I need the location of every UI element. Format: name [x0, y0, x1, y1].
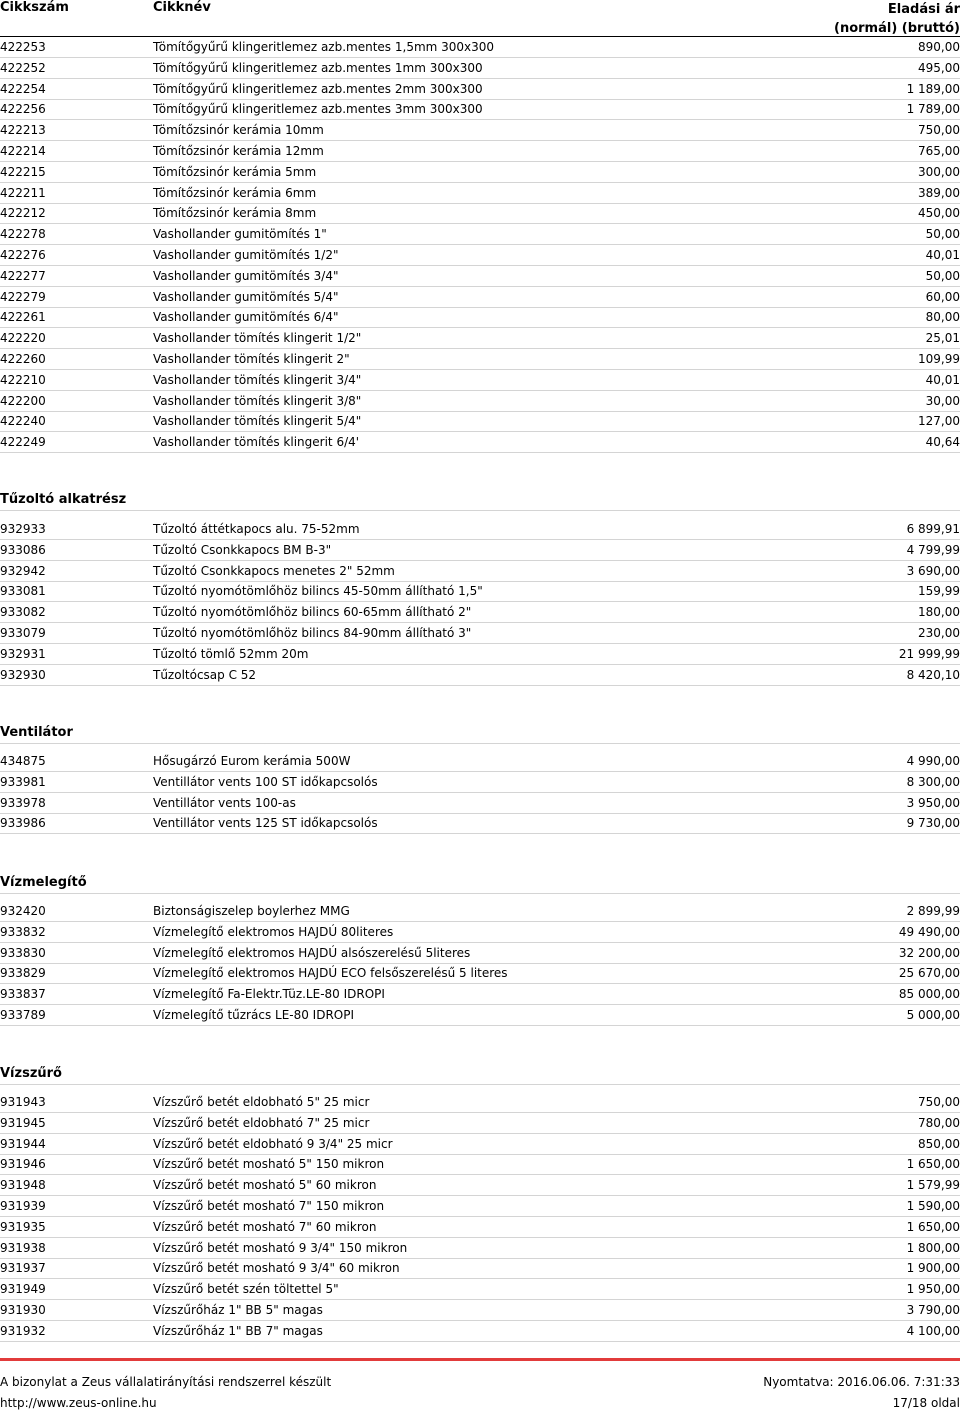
table-row	[0, 665, 960, 686]
product-name: Vízszűrőház 1" BB 5" magas	[153, 1303, 323, 1317]
product-code: 422214	[0, 144, 46, 158]
product-code: 931932	[0, 1323, 46, 1338]
table-row	[0, 602, 960, 623]
product-price: 127,00	[918, 414, 960, 429]
product-code: 422240	[0, 414, 46, 429]
product-name: Tűzoltócsap C 52	[153, 667, 257, 682]
footer-page-number: 17/18 oldal	[892, 1396, 960, 1410]
product-name: Vízszűrő betét eldobható 9 3/4" 25 micr	[153, 1136, 393, 1151]
product-code: 422220	[0, 331, 46, 346]
table-row	[0, 99, 960, 120]
product-code: 933981	[0, 774, 46, 789]
product-name: Vashollander tömítés klingerit 3/8"	[153, 393, 362, 408]
table-row	[0, 1321, 960, 1342]
product-code: 931949	[0, 1282, 46, 1297]
product-price: 765,00	[918, 144, 960, 158]
table-row	[0, 963, 960, 984]
table-row	[0, 141, 960, 162]
product-name: Vízmelegítő elektromos HAJDÚ 80literes	[153, 924, 394, 939]
product-name: Tűzoltó Csonkkapocs menetes 2" 52mm	[153, 563, 395, 578]
product-name: Tömítőgyűrű klingeritlemez azb.mentes 1,5mm 300x300	[153, 40, 495, 54]
product-name: Vashollander tömítés klingerit 1/2"	[153, 331, 362, 346]
product-price: 1 650,00	[906, 1157, 960, 1172]
table-row	[0, 984, 960, 1005]
product-price: 450,00	[918, 206, 960, 221]
table-row	[0, 813, 960, 834]
table-row	[0, 1175, 960, 1196]
product-name: Vízmelegítő tűzrács LE-80 IDROPI	[153, 1008, 355, 1022]
table-row	[0, 561, 960, 582]
product-code: 933079	[0, 626, 46, 640]
product-price: 159,99	[918, 584, 960, 599]
column-header-name: Cikknév	[153, 0, 211, 15]
product-price: 30,00	[925, 393, 960, 408]
product-price: 4 100,00	[906, 1323, 960, 1338]
product-name: Vashollander tömítés klingerit 2"	[153, 352, 350, 366]
product-code: 933082	[0, 605, 46, 620]
product-price: 750,00	[918, 1095, 960, 1109]
product-price: 40,01	[925, 372, 960, 387]
product-code: 932930	[0, 667, 46, 682]
product-code: 931937	[0, 1261, 46, 1276]
product-name: Hősugárzó Eurom kerámia 500W	[153, 754, 351, 768]
product-name: Vízmelegítő Fa-Elektr.Tüz.LE-80 IDROPI	[153, 987, 385, 1002]
product-price: 1 590,00	[906, 1199, 960, 1213]
product-name: Tűzoltó nyomótömlőhöz bilincs 60-65mm állítható 2"	[153, 605, 472, 620]
table-row	[0, 922, 960, 943]
table-row	[0, 1300, 960, 1321]
product-code: 422213	[0, 123, 46, 138]
table-row	[0, 1196, 960, 1217]
product-code: 422253	[0, 40, 46, 54]
product-price: 32 200,00	[898, 945, 960, 960]
product-price: 8 420,10	[906, 667, 960, 682]
table-row	[0, 245, 960, 266]
table-row	[0, 540, 960, 561]
product-name: Ventillátor vents 100-as	[153, 795, 296, 810]
product-name: Vízszűrő betét szén töltettel 5"	[153, 1282, 339, 1297]
table-row	[0, 1005, 960, 1026]
footer-generator: A bizonylat a Zeus vállalatirányítási rendszerrel készült	[0, 1375, 332, 1389]
product-name: Tűzoltó tömlő 52mm 20m	[153, 646, 309, 661]
table-row	[0, 1154, 960, 1175]
product-name: Vízszűrő betét mosható 9 3/4" 60 mikron	[153, 1261, 400, 1276]
table-row	[0, 772, 960, 793]
product-name: Tömítőzsinór kerámia 10mm	[153, 123, 324, 138]
product-code: 931939	[0, 1199, 46, 1213]
table-row	[0, 432, 960, 453]
product-code: 932420	[0, 904, 46, 918]
product-price: 495,00	[918, 60, 960, 75]
product-name: Vashollander tömítés klingerit 6/4'	[153, 435, 360, 450]
product-name: Tömítőzsinór kerámia 12mm	[153, 144, 324, 158]
table-row	[0, 1092, 960, 1113]
table-row	[0, 1279, 960, 1300]
table-row	[0, 203, 960, 224]
column-header-code: Cikkszám	[0, 0, 69, 15]
category-heading: Ventilátor	[0, 722, 960, 744]
product-price: 50,00	[925, 268, 960, 283]
product-code: 932942	[0, 563, 46, 578]
product-code: 931930	[0, 1303, 46, 1317]
table-row	[0, 1217, 960, 1238]
product-name: Ventillátor vents 125 ST időkapcsolós	[153, 816, 378, 831]
product-name: Vízszűrő betét eldobható 7" 25 micr	[153, 1115, 370, 1130]
product-price: 109,99	[918, 352, 960, 366]
product-name: Vízszűrő betét mosható 5" 60 mikron	[153, 1178, 377, 1193]
product-code: 422254	[0, 81, 46, 96]
product-code: 422261	[0, 310, 46, 325]
product-name: Tömítőgyűrű klingeritlemez azb.mentes 3mm 300x300	[153, 102, 483, 117]
table-row	[0, 79, 960, 100]
product-price: 890,00	[918, 40, 960, 54]
product-price: 9 730,00	[906, 816, 960, 831]
table-header	[0, 0, 960, 38]
category-heading: Tűzoltó alkatrész	[0, 489, 960, 511]
table-row	[0, 37, 960, 58]
product-price: 4 799,99	[906, 542, 960, 557]
product-price: 60,00	[925, 289, 960, 304]
product-name: Vízszűrő betét mosható 9 3/4" 150 mikron	[153, 1240, 408, 1255]
product-code: 422276	[0, 248, 46, 262]
product-code: 931946	[0, 1157, 46, 1172]
product-name: Vashollander tömítés klingerit 5/4"	[153, 414, 362, 429]
footer-divider	[0, 1358, 960, 1361]
product-price: 40,64	[925, 435, 960, 450]
product-code: 933978	[0, 795, 46, 810]
product-code: 932933	[0, 522, 46, 536]
product-code: 931948	[0, 1178, 46, 1193]
product-name: Vashollander gumitömítés 5/4"	[153, 289, 339, 304]
table-row	[0, 644, 960, 665]
product-price: 6 899,91	[906, 522, 960, 536]
product-name: Tömítőzsinór kerámia 6mm	[153, 185, 317, 200]
table-row	[0, 1134, 960, 1155]
product-price: 5 000,00	[906, 1008, 960, 1022]
product-name: Ventillátor vents 100 ST időkapcsolós	[153, 774, 378, 789]
product-price: 80,00	[925, 310, 960, 325]
product-price: 21 999,99	[898, 646, 960, 661]
product-price: 3 790,00	[906, 1303, 960, 1317]
product-code: 422279	[0, 289, 46, 304]
product-name: Biztonságiszelep boylerhez MMG	[153, 904, 350, 918]
product-code: 933832	[0, 924, 46, 939]
product-price: 49 490,00	[898, 924, 960, 939]
product-code: 422212	[0, 206, 46, 221]
table-row	[0, 58, 960, 79]
product-name: Vízszűrő betét mosható 7" 60 mikron	[153, 1219, 377, 1234]
product-code: 933986	[0, 816, 46, 831]
product-price: 1 650,00	[906, 1219, 960, 1234]
product-code: 422256	[0, 102, 46, 117]
table-row	[0, 370, 960, 391]
column-header-price-line2: (normál) (bruttó)	[834, 21, 960, 36]
product-price: 25,01	[925, 331, 960, 346]
product-price: 3 690,00	[906, 563, 960, 578]
product-code: 931935	[0, 1219, 46, 1234]
table-row	[0, 328, 960, 349]
table-row	[0, 519, 960, 540]
table-row	[0, 411, 960, 432]
product-code: 422210	[0, 372, 46, 387]
product-price: 180,00	[918, 605, 960, 620]
product-code: 932931	[0, 646, 46, 661]
product-name: Tűzoltó áttétkapocs alu. 75-52mm	[153, 522, 360, 536]
product-name: Tömítőzsinór kerámia 8mm	[153, 206, 317, 221]
product-price: 8 300,00	[906, 774, 960, 789]
product-code: 422277	[0, 268, 46, 283]
category-heading: Vízszűrő	[0, 1063, 960, 1085]
product-name: Tömítőgyűrű klingeritlemez azb.mentes 1mm 300x300	[153, 60, 483, 75]
product-name: Vízszűrő betét mosható 7" 150 mikron	[153, 1199, 385, 1213]
table-row	[0, 224, 960, 245]
product-code: 422252	[0, 60, 46, 75]
product-price: 850,00	[918, 1136, 960, 1151]
product-price: 50,00	[925, 227, 960, 242]
table-row	[0, 1258, 960, 1279]
table-row	[0, 623, 960, 644]
product-code: 422200	[0, 393, 46, 408]
product-code: 422278	[0, 227, 46, 242]
product-price: 25 670,00	[898, 966, 960, 981]
table-row	[0, 943, 960, 964]
product-name: Vashollander gumitömítés 1"	[153, 227, 327, 242]
product-code: 933081	[0, 584, 46, 599]
product-name: Tűzoltó Csonkkapocs BM B-3"	[153, 542, 332, 557]
product-price: 1 950,00	[906, 1282, 960, 1297]
product-name: Vízmelegítő elektromos HAJDÚ ECO felsőszerelésű 5 literes	[153, 966, 508, 981]
product-code: 422215	[0, 164, 46, 179]
product-code: 933086	[0, 542, 46, 557]
product-price: 389,00	[918, 185, 960, 200]
product-name: Vízszűrő betét eldobható 5" 25 micr	[153, 1095, 370, 1109]
product-price: 750,00	[918, 123, 960, 138]
product-price: 4 990,00	[906, 754, 960, 768]
product-price: 2 899,99	[906, 904, 960, 918]
product-price: 780,00	[918, 1115, 960, 1130]
product-price: 85 000,00	[898, 987, 960, 1002]
product-price: 230,00	[918, 626, 960, 640]
table-row	[0, 751, 960, 772]
table-row	[0, 266, 960, 287]
table-row	[0, 349, 960, 370]
product-code: 422211	[0, 185, 46, 200]
footer-url[interactable]: http://www.zeus-online.hu	[0, 1396, 157, 1410]
table-row	[0, 793, 960, 814]
product-name: Vashollander gumitömítés 3/4"	[153, 268, 339, 283]
product-name: Vashollander tömítés klingerit 3/4"	[153, 372, 362, 387]
table-row	[0, 287, 960, 308]
table-row	[0, 1113, 960, 1134]
product-code: 931944	[0, 1136, 46, 1151]
product-price: 1 579,99	[906, 1178, 960, 1193]
product-name: Vízszűrőház 1" BB 7" magas	[153, 1323, 323, 1338]
product-price: 40,01	[925, 248, 960, 262]
product-price: 1 189,00	[906, 81, 960, 96]
product-name: Tömítőzsinór kerámia 5mm	[153, 164, 317, 179]
table-row	[0, 120, 960, 141]
product-code: 933830	[0, 945, 46, 960]
product-name: Vízszűrő betét mosható 5" 150 mikron	[153, 1157, 385, 1172]
product-code: 434875	[0, 754, 46, 768]
product-name: Vashollander gumitömítés 6/4"	[153, 310, 339, 325]
product-code: 931945	[0, 1115, 46, 1130]
table-row	[0, 1238, 960, 1259]
table-row	[0, 391, 960, 412]
table-row	[0, 183, 960, 204]
product-name: Tömítőgyűrű klingeritlemez azb.mentes 2mm 300x300	[153, 81, 483, 96]
product-price: 3 950,00	[906, 795, 960, 810]
product-code: 422260	[0, 352, 46, 366]
product-code: 933837	[0, 987, 46, 1002]
product-code: 933829	[0, 966, 46, 981]
product-code: 422249	[0, 435, 46, 450]
table-row	[0, 901, 960, 922]
product-price: 1 800,00	[906, 1240, 960, 1255]
product-name: Vízmelegítő elektromos HAJDÚ alsószerelésű 5literes	[153, 945, 471, 960]
table-row	[0, 162, 960, 183]
product-name: Vashollander gumitömítés 1/2"	[153, 248, 339, 262]
product-code: 931938	[0, 1240, 46, 1255]
footer-print-date: Nyomtatva: 2016.06.06. 7:31:33	[763, 1375, 960, 1389]
table-row	[0, 581, 960, 602]
product-price: 300,00	[918, 164, 960, 179]
column-header-price	[834, 0, 960, 38]
table-row	[0, 307, 960, 328]
product-name: Tűzoltó nyomótömlőhöz bilincs 45-50mm állítható 1,5"	[153, 584, 483, 599]
product-name: Tűzoltó nyomótömlőhöz bilincs 84-90mm állítható 3"	[153, 626, 472, 640]
product-price: 1 900,00	[906, 1261, 960, 1276]
category-heading: Vízmelegítő	[0, 872, 960, 894]
product-price: 1 789,00	[906, 102, 960, 117]
column-header-price-line1: Eladási ár	[887, 2, 960, 17]
product-code: 933789	[0, 1008, 46, 1022]
product-code: 931943	[0, 1095, 46, 1109]
